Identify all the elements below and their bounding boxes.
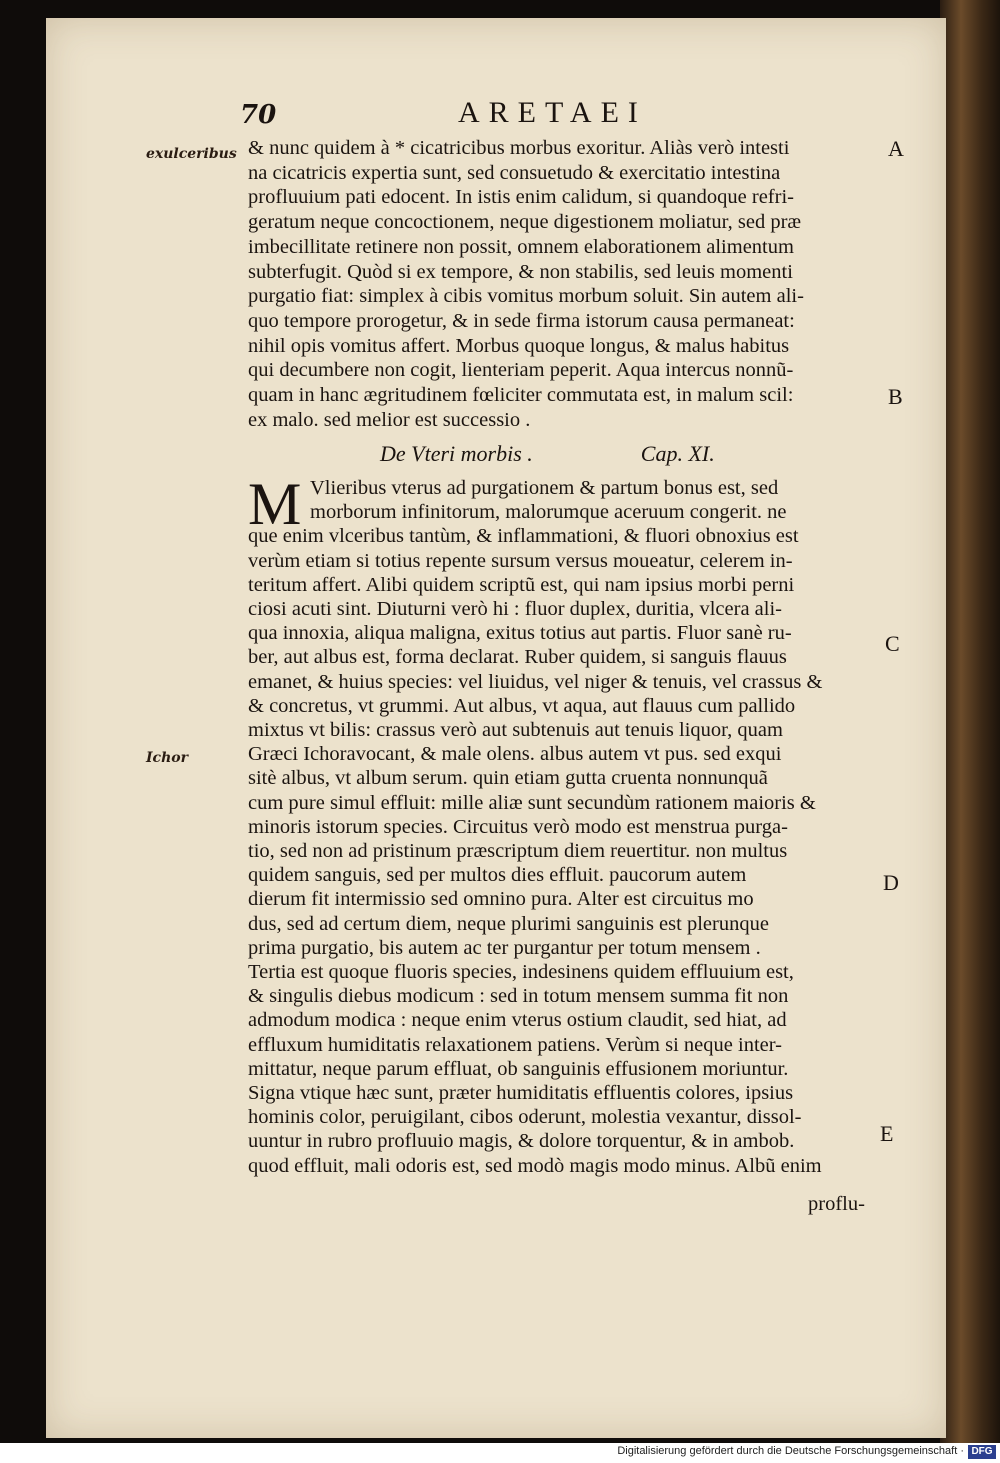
margin-note: exulceribus [146, 146, 237, 162]
text-line: mittatur, neque parum effluat, ob sanguinis effusionem moriuntur. [248, 1058, 789, 1080]
text-line: nihil opis vomitus affert. Morbus quoque longus, & malus habitus [248, 335, 790, 357]
text-line: tio, sed non ad pristinum præscriptum diem reuertitur. non multus [248, 840, 788, 862]
text-line: quam in hanc ægritudinem fœliciter commutata est, in malum scil: [248, 384, 794, 406]
text-line: ex malo. sed melior est successio . [248, 409, 531, 431]
text-line: quo tempore prorogetur, & in sede firma istorum causa permaneat: [248, 310, 795, 332]
text-line: emanet, & huius species: vel liuidus, vel niger & tenuis, vel crassus & [248, 671, 823, 693]
catchword: proflu- [808, 1193, 865, 1215]
chapter-title: De Vteri morbis . [380, 441, 533, 466]
text-line: Vlieribus vterus ad purgationem & partum bonus est, sed [310, 477, 779, 499]
text-line: quidem sanguis, sed per multos dies effluit. paucorum autem [248, 864, 747, 886]
text-line: admodum modica : neque enim vterus ostium claudit, sed hiat, ad [248, 1009, 787, 1031]
text-line: subterfugit. Quòd si ex tempore, & non stabilis, sed leuis momenti [248, 261, 793, 283]
text-line: uuntur in rubro profluuio magis, & dolore torquentur, & in ambob. [248, 1130, 795, 1152]
text-line: ciosi acuti sint. Diuturni verò hi : fluor duplex, duritia, vlcera ali- [248, 598, 783, 620]
text-line: qua innoxia, aliqua maligna, exitus totius aut partis. Fluor sanè ru- [248, 622, 792, 644]
text-line: & singulis diebus modicum : sed in totum mensem summa fit non [248, 985, 789, 1007]
text-line: Græci Ichoravocant, & male olens. albus autem vt pus. sed exqui [248, 743, 782, 765]
section-mark: C [885, 631, 900, 656]
page-number: 70 [240, 100, 277, 130]
text-line: ber, aut albus est, forma declarat. Ruber quidem, si sanguis flauus [248, 646, 787, 668]
text-line: & concretus, vt grummi. Aut albus, vt aqua, aut flauus cum pallido [248, 695, 796, 717]
section-mark: B [888, 384, 903, 409]
footer-bar [0, 1443, 1000, 1463]
text-line: Tertia est quoque fluoris species, indesinens quidem effluuium est, [248, 961, 794, 983]
text-line: dierum fit intermissio sed omnino pura. Alter est circuitus mo [248, 888, 754, 910]
funding-credit: Digitalisierung gefördert durch die Deutsche Forschungsgemeinschaft · [617, 1445, 964, 1457]
chapter-number: Cap. XI. [640, 441, 715, 466]
text-line: minoris istorum species. Circuitus verò modo est menstrua purga- [248, 816, 788, 838]
text-line: Signa vtique hæc sunt, præter humiditatis effluentis colores, ipsius [248, 1082, 794, 1104]
running-head: ARETAEI [458, 96, 647, 129]
dfg-logo: DFG [968, 1445, 996, 1459]
text-line: dus, sed ad certum diem, neque plurimi sanguinis est plerunque [248, 913, 769, 935]
text-line: verùm etiam si totius repente sursum versus moueatur, celerem in- [248, 550, 793, 572]
chapter-heading [380, 441, 715, 467]
text-line: effluxum humiditatis relaxationem patiens. Verùm si neque inter- [248, 1034, 782, 1056]
margin-note: Ichor [146, 750, 188, 766]
drop-cap: M [248, 471, 302, 537]
text-line: profluuium pati edocent. In istis enim calidum, si quandoque refri- [248, 186, 794, 208]
text-line: cum pure simul effluit: mille aliæ sunt secundùm rationem maioris & [248, 792, 816, 814]
section-mark: E [880, 1121, 894, 1146]
text-line: purgatio fiat: simplex à cibis vomitus morbum soluit. Sin autem ali- [248, 285, 804, 307]
text-line: morborum infinitorum, malorumque aceruum congerit. ne [310, 501, 787, 523]
text-line: qui decumbere non cogit, lienteriam peperit. Aqua intercus nonnũ- [248, 359, 794, 381]
text-line: sitè albus, vt album serum. quin etiam gutta cruenta nonnunquã [248, 767, 768, 789]
text-line: que enim vlceribus tantùm, & inflammationi, & fluori obnoxius est [248, 525, 799, 547]
text-line: quod effluit, mali odoris est, sed modò magis modo minus. Albũ enim [248, 1155, 822, 1177]
text-line: & nunc quidem à * cicatricibus morbus exoritur. Aliàs verò intesti [248, 137, 790, 159]
text-line: hominis color, peruigilant, cibos oderunt, molestia vexantur, dissol- [248, 1106, 802, 1128]
text-line: imbecillitate retinere non possit, omnem elaborationem alimentum [248, 236, 794, 258]
book-spine [940, 0, 1000, 1443]
text-line: teritum affert. Alibi quidem scriptũ est, qui nam ipsius morbi perni [248, 574, 795, 596]
section-mark: D [883, 870, 899, 895]
text-line: prima purgatio, bis autem ac ter purgantur per totum mensem . [248, 937, 761, 959]
text-line: geratum neque concoctionem, neque digestionem moliatur, sed præ [248, 211, 802, 233]
text-line: na cicatricis expertia sunt, sed consuetudo & exercitatio intestina [248, 162, 781, 184]
section-mark: A [888, 136, 904, 161]
text-line: mixtus vt bilis: crassus verò aut subtenuis aut tenuis liquor, quam [248, 719, 783, 741]
